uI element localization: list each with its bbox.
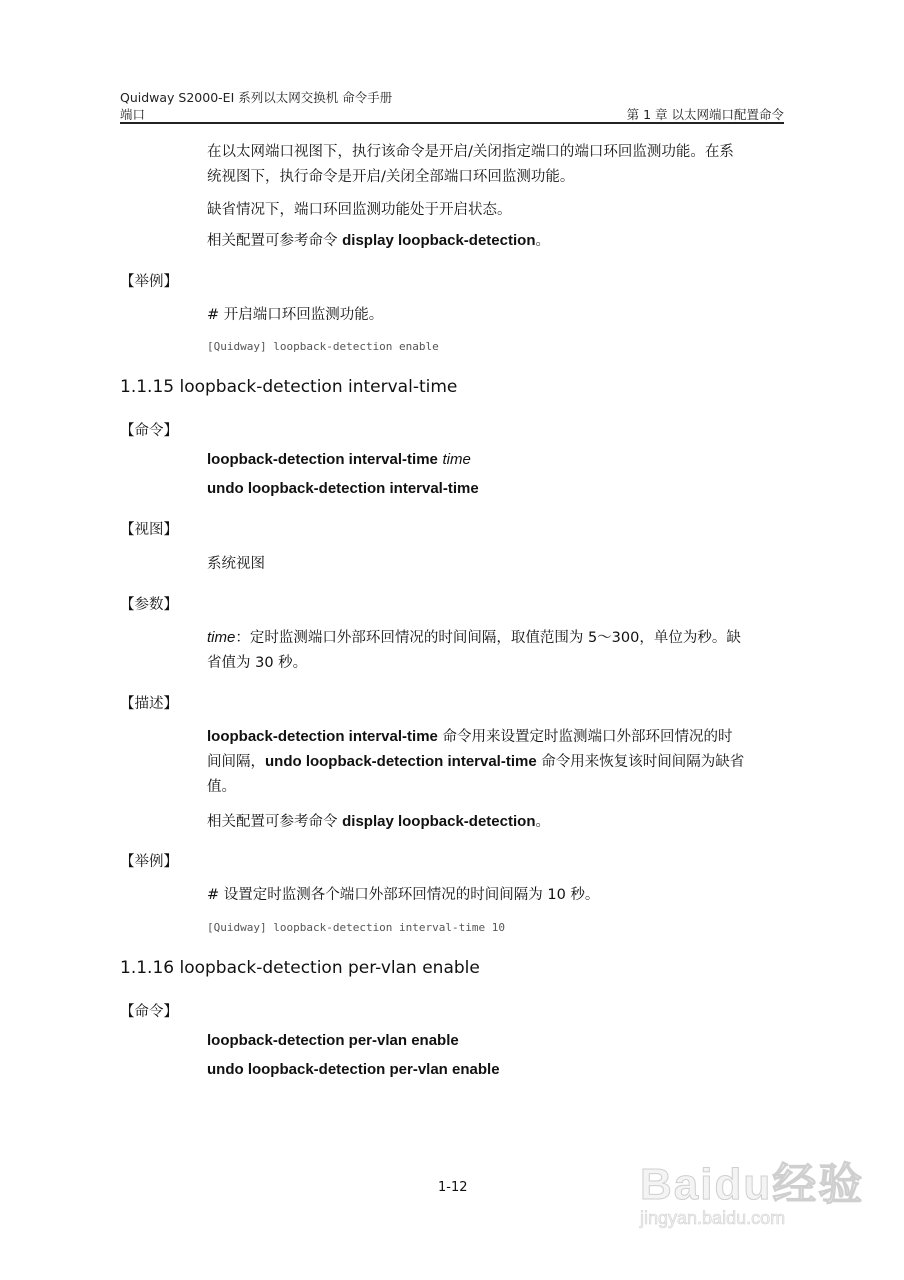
command-ref: loopback-detection interval-time [207, 728, 438, 745]
desc-line [207, 725, 732, 746]
command: loopback-detection per-vlan enable [207, 1032, 459, 1049]
text: 。 [535, 814, 550, 830]
command: loopback-detection interval-time [207, 451, 438, 468]
command-line [207, 480, 479, 497]
section-label: 【命令】 [120, 423, 178, 439]
text: 。 [535, 233, 550, 249]
command-ref: display loopback-detection [342, 813, 536, 830]
command-line [207, 451, 471, 468]
command-ref: display loopback-detection [342, 232, 536, 249]
param-line: 省值为 30 秒。 [207, 655, 308, 671]
baidu-watermark-logo [640, 1148, 864, 1229]
header-section: 端口 [120, 107, 146, 122]
related-paragraph [207, 810, 550, 831]
text: 相关配置可参考命令 [207, 814, 343, 830]
text: 相关配置可参考命令 [207, 233, 343, 249]
paragraph: 在以太网端口视图下，执行该命令是开启/关闭指定端口的端口环回监测功能。在系 [207, 144, 734, 160]
section-label: 【描述】 [120, 696, 178, 712]
watermark-url: jingyan.baidu.com [640, 1208, 786, 1228]
example-comment: # 开启端口环回监测功能。 [207, 307, 384, 323]
command: undo loopback-detection interval-time [207, 480, 479, 497]
section-label: 【举例】 [120, 854, 178, 870]
command: undo loopback-detection per-vlan enable [207, 1061, 500, 1078]
paragraph: 缺省情况下，端口环回监测功能处于开启状态。 [207, 202, 512, 218]
section-label: 【视图】 [120, 522, 178, 538]
section-label: 【参数】 [120, 597, 178, 613]
header-rule [120, 122, 784, 124]
text: 间间隔， [207, 754, 265, 770]
section-heading: 1.1.16 loopback-detection per-vlan enable [120, 958, 480, 978]
section-heading: 1.1.15 loopback-detection interval-time [120, 377, 458, 397]
section-label: 【命令】 [120, 1004, 178, 1020]
param-line [207, 626, 741, 647]
text: 命令用来设置定时监测端口外部环回情况的时 [437, 729, 733, 745]
command-arg: time [442, 451, 471, 468]
param-name: time [207, 629, 236, 646]
related-paragraph [207, 229, 550, 250]
example-code: [Quidway] loopback-detection interval-time 10 [207, 921, 506, 934]
desc-line [207, 750, 744, 771]
command-line [207, 1061, 500, 1078]
paragraph: 统视图下，执行命令是开启/关闭全部端口环回监测功能。 [207, 169, 575, 185]
example-code: [Quidway] loopback-detection enable [207, 340, 439, 353]
command-line [207, 1032, 459, 1049]
command-ref: undo loopback-detection interval-time [265, 753, 537, 770]
desc-line: 值。 [207, 779, 236, 795]
view-text: 系统视图 [207, 556, 265, 572]
watermark-brand: Baidu经验 [640, 1160, 865, 1209]
section-label: 【举例】 [120, 274, 178, 290]
text: 命令用来恢复该时间间隔为缺省 [536, 754, 745, 770]
example-comment: # 设置定时监测各个端口外部环回情况的时间间隔为 10 秒。 [207, 887, 600, 903]
header-title: Quidway S2000-EI 系列以太网交换机 命令手册 [120, 90, 393, 105]
page-number: 1-12 [438, 1180, 468, 1195]
text: ：定时监测端口外部环回情况的时间间隔，取值范围为 5～300，单位为秒。缺 [235, 630, 741, 646]
header-chapter: 第 1 章 以太网端口配置命令 [626, 107, 784, 122]
